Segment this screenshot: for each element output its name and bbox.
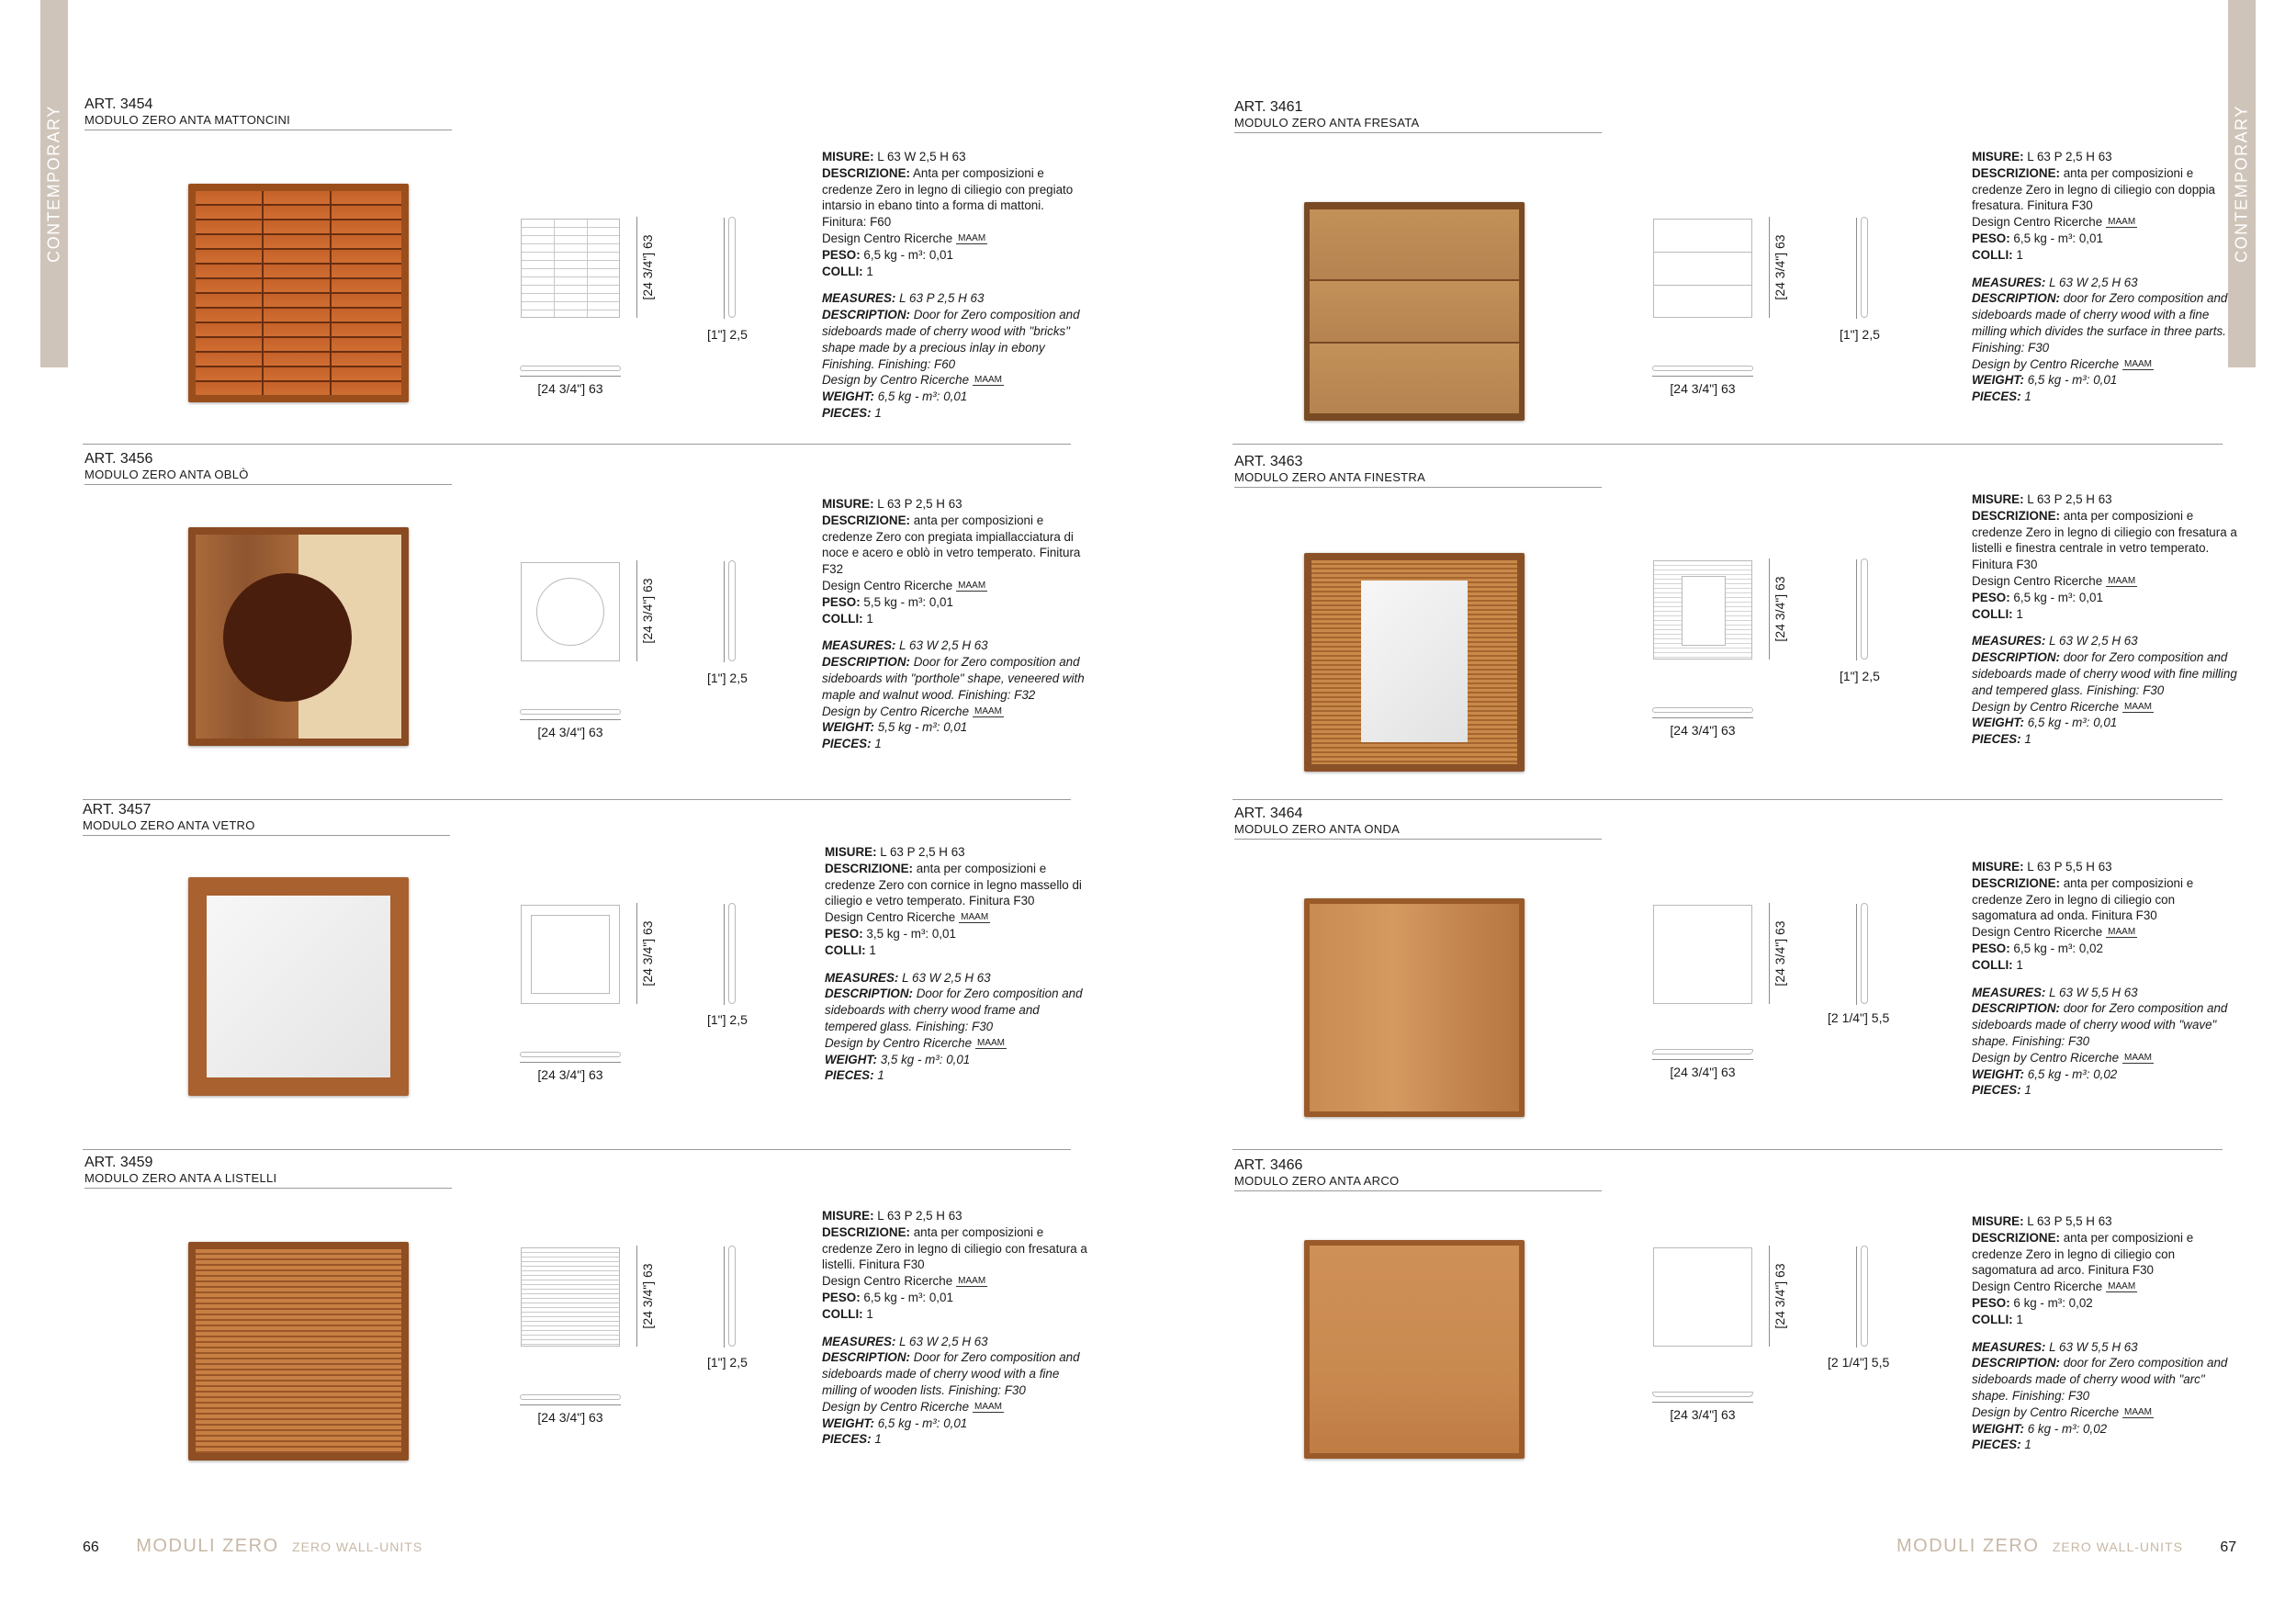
header-rule [1234,839,1602,840]
side-drawing [728,217,736,318]
article-name: MODULO ZERO ANTA OBLÒ [84,468,249,481]
product-photo-listelli [188,1242,409,1460]
height-label: [24 3/4"] 63 [640,1263,655,1329]
description-it: MISURE: L 63 P 5,5 H 63 DESCRIZIONE: anta per composizioni e credenze Zero in legno di ciliegio con sagomatura ad arco. Finitura F30 Design Centro Ricerche MAAM PESO: 6 kg - m³: 0,02 COLLI: 1 [1972,1214,2194,1326]
depth-label: [1"] 2,5 [707,1355,748,1370]
side-drawing [728,560,736,661]
section-tab-label: CONTEMPORARY [44,105,63,263]
row-divider [83,1149,1071,1150]
article-description [1972,859,2238,1099]
product-photo-vetro [188,877,409,1096]
footer-right [1896,1536,2236,1557]
maam-logo: MAAM [958,1276,986,1287]
section-tab-left [40,0,68,367]
article-name: MODULO ZERO ANTA FINESTRA [1234,470,1426,484]
width-dimension [1652,1049,1753,1079]
product-photo-arco [1304,1240,1525,1459]
maam-logo: MAAM [2124,701,2153,712]
description-it: MISURE: L 63 P 2,5 H 63 DESCRIZIONE: anta per composizioni e credenze Zero in legno di ciliegio con fresatura a listelli e finestra centrale in vetro temperato. Finitura F30 Design Centro Ricerche MAAM PESO: 6,5 kg - m³: 0,01 COLLI: 1 [1972,492,2237,621]
width-dimension [1652,366,1753,396]
height-dimension [1769,558,1789,660]
article-name: MODULO ZERO ANTA ONDA [1234,822,1401,836]
article-name: MODULO ZERO ANTA ARCO [1234,1174,1400,1188]
header-rule [1234,487,1602,488]
header-rule [84,1188,452,1189]
height-dimension [636,1246,657,1347]
height-label: [24 3/4"] 63 [1773,576,1787,642]
row-divider [1232,444,2223,445]
maam-logo: MAAM [961,912,989,923]
height-label: [24 3/4"] 63 [640,578,655,644]
height-label: [24 3/4"] 63 [640,234,655,300]
article-code: ART. 3463 [1234,454,1303,469]
maam-logo: MAAM [2108,927,2136,938]
row-divider [1232,799,2223,800]
product-photo-onda [1304,898,1525,1117]
width-label: [24 3/4"] 63 [1670,1065,1736,1079]
height-dimension [1769,1246,1789,1347]
page-number: 67 [2220,1539,2237,1555]
article-description [1972,149,2238,405]
article-description [825,844,1091,1084]
height-dimension [636,217,657,318]
width-label: [24 3/4"] 63 [537,1067,603,1082]
description-it: MISURE: L 63 W 2,5 H 63 DESCRIZIONE: Anta per composizioni e credenze Zero in legno di ciliegio con pregiato intarsio in ebano tinto a forma di mattoni. Finitura: F60 Design Centro Ricerche MAAM PESO: 6,5 kg - m³: 0,01 COLLI: 1 [822,150,1074,278]
article-name: MODULO ZERO ANTA MATTONCINI [84,113,291,127]
article-description [822,149,1088,422]
height-label: [24 3/4"] 63 [1773,1263,1787,1329]
section-tab-label: CONTEMPORARY [2232,105,2251,263]
article-code: ART. 3454 [84,96,153,112]
header-rule [1234,132,1602,133]
maam-logo: MAAM [974,705,1003,716]
row-divider [83,444,1071,445]
article-code: ART. 3464 [1234,806,1303,821]
side-drawing [1861,903,1868,1004]
article-description [1972,1213,2238,1453]
page-number: 66 [83,1539,99,1555]
product-photo-finestra [1304,553,1525,772]
maam-logo: MAAM [2108,217,2136,228]
width-label: [24 3/4"] 63 [1670,1407,1736,1422]
width-label: [24 3/4"] 63 [537,381,603,396]
description-en: MEASURES: L 63 P 2,5 H 63 DESCRIPTION: Door for Zero composition and sideboards made of cherry wood with "bricks" shape made by a precious inlay in ebony Finishing. Finishing: F60 Design by Centro Ricerche MAAM WEIGHT: 6,5 kg - m³: 0,01 PIECES: 1 [822,291,1080,420]
description-it: MISURE: L 63 P 5,5 H 63 DESCRIZIONE: anta per composizioni e credenze Zero in legno di ciliegio con sagomatura ad onda. Finitura F30 Design Centro Ricerche MAAM PESO: 6,5 kg - m³: 0,02 COLLI: 1 [1972,860,2194,972]
article-name: MODULO ZERO ANTA A LISTELLI [84,1171,277,1185]
row-divider [1232,1149,2223,1150]
description-it: MISURE: L 63 P 2,5 H 63 DESCRIZIONE: anta per composizioni e credenze Zero in legno di ciliegio con fresatura a listelli. Finitura F30 Design Centro Ricerche MAAM PESO: 6,5 kg - m³: 0,01 COLLI: 1 [822,1209,1087,1321]
description-en: MEASURES: L 63 W 5,5 H 63 DESCRIPTION: door for Zero composition and sideboards made of cherry wood with "wave" shape. Finishing: F30 Design by Centro Ricerche MAAM WEIGHT: 6,5 kg - m³: 0,02 PIECES: 1 [1972,985,2228,1098]
maam-logo: MAAM [2124,1052,2153,1063]
front-drawing [521,905,620,1004]
article-description [822,496,1088,752]
description-en: MEASURES: L 63 W 2,5 H 63 DESCRIPTION: Door for Zero composition and sideboards made of cherry wood with a fine milling of wooden lists. Finishing: F30 Design by Centro Ricerche MAAM WEIGHT: 6,5 kg - m³: 0,01 PIECES: 1 [822,1334,1080,1447]
brand-title: MODULI ZERO [136,1536,279,1556]
article-header [1234,453,1602,488]
depth-label: [1"] 2,5 [1840,669,1880,683]
product-photo-mattoncini [188,184,409,402]
width-label: [24 3/4"] 63 [537,1410,603,1425]
height-label: [24 3/4"] 63 [1773,920,1787,987]
article-header [84,1154,452,1189]
maam-logo: MAAM [977,1037,1006,1048]
footer-left [83,1536,422,1557]
width-label: [24 3/4"] 63 [1670,723,1736,738]
side-drawing [728,1246,736,1347]
depth-label: [2 1/4"] 5,5 [1828,1355,1890,1370]
description-it: MISURE: L 63 P 2,5 H 63 DESCRIZIONE: anta per composizioni e credenze Zero con cornice in legno massello di ciliegio e vetro temperato. Finitura F30 Design Centro Ricerche MAAM PESO: 3,5 kg - m³: 0,01 COLLI: 1 [825,845,1082,957]
depth-label: [1"] 2,5 [1840,327,1880,342]
description-en: MEASURES: L 63 W 5,5 H 63 DESCRIPTION: door for Zero composition and sideboards made of cherry wood with "arc" shape. Finishing: F30 Design by Centro Ricerche MAAM WEIGHT: 6 kg - m³: 0,02 PIECES: 1 [1972,1339,2228,1452]
brand-title: MODULI ZERO [1896,1536,2040,1556]
width-dimension [1652,707,1753,738]
width-dimension [520,1052,621,1082]
header-rule [83,835,450,836]
maam-logo: MAAM [2124,1406,2153,1417]
article-header [1234,1156,1602,1191]
header-rule [84,484,452,485]
height-dimension [1769,903,1789,1004]
article-header [1234,805,1602,840]
maam-logo: MAAM [958,232,986,243]
description-en: MEASURES: L 63 W 2,5 H 63 DESCRIPTION: Door for Zero composition and sideboards with cherry wood frame and tempered glass. Finishing: F30 Design by Centro Ricerche MAAM WEIGHT: 3,5 kg - m³: 0,01 PIECES: 1 [825,970,1083,1083]
depth-label: [1"] 2,5 [707,1012,748,1027]
width-dimension [1652,1392,1753,1422]
article-code: ART. 3461 [1234,99,1303,115]
article-code: ART. 3456 [84,451,153,467]
article-name: MODULO ZERO ANTA VETRO [83,818,255,832]
maam-logo: MAAM [2108,575,2136,586]
side-drawing [1861,1246,1868,1347]
article-header [83,801,450,836]
description-en: MEASURES: L 63 W 2,5 H 63 DESCRIPTION: door for Zero composition and sideboards made of cherry wood with a fine milling which divides the surface in three parts. Finishing: F30 Design by Centro Ricerche MAAM WEIGHT: 6,5 kg - m³: 0,01 PIECES: 1 [1972,275,2228,404]
article-name: MODULO ZERO ANTA FRESATA [1234,116,1420,130]
description-it: MISURE: L 63 P 2,5 H 63 DESCRIZIONE: anta per composizioni e credenze Zero con pregiata impiallacciatura di noce e acero e oblò in vetro temperato. Finitura F32 Design Centro Ricerche MAAM PESO: 5,5 kg - m³: 0,01 COLLI: 1 [822,497,1081,626]
header-rule [1234,1190,1602,1191]
front-drawing [521,1247,620,1347]
row-divider [83,799,1071,800]
front-drawing [521,219,620,318]
article-header [84,96,452,130]
width-label: [24 3/4"] 63 [1670,381,1736,396]
height-dimension [636,903,657,1004]
height-dimension [1769,217,1789,318]
front-drawing [1653,560,1752,660]
front-drawing [1653,219,1752,318]
maam-logo: MAAM [2108,1281,2136,1292]
side-drawing [728,903,736,1004]
width-dimension [520,709,621,739]
article-code: ART. 3466 [1234,1157,1303,1173]
depth-label: [1"] 2,5 [707,327,748,342]
width-dimension [520,366,621,396]
side-drawing [1861,217,1868,318]
product-photo-fresata [1304,202,1525,421]
front-drawing [521,562,620,661]
maam-logo: MAAM [974,1401,1003,1412]
front-drawing [1653,1247,1752,1347]
brand-subtitle: ZERO WALL-UNITS [292,1539,423,1554]
height-dimension [636,560,657,661]
product-photo-oblo [188,527,409,746]
width-label: [24 3/4"] 63 [537,725,603,739]
description-en: MEASURES: L 63 W 2,5 H 63 DESCRIPTION: Door for Zero composition and sideboards with "porthole" shape, veneered with maple and walnut wood. Finishing: F32 Design by Centro Ricerche MAAM WEIGHT: 5,5 kg - m³: 0,01 PIECES: 1 [822,638,1085,751]
article-header [84,450,452,485]
width-dimension [520,1394,621,1425]
depth-label: [1"] 2,5 [707,671,748,685]
article-header [1234,98,1602,133]
article-description [822,1208,1088,1448]
maam-logo: MAAM [2124,358,2153,369]
side-drawing [1861,558,1868,660]
front-drawing [1653,905,1752,1004]
description-en: MEASURES: L 63 W 2,5 H 63 DESCRIPTION: door for Zero composition and sideboards made of cherry wood with fine milling and tempered glass. Finishing: F30 Design by Centro Ricerche MAAM WEIGHT: 6,5 kg - m³: 0,01 PIECES: 1 [1972,634,2237,747]
article-code: ART. 3457 [83,802,152,818]
brand-subtitle: ZERO WALL-UNITS [2052,1539,2183,1554]
height-label: [24 3/4"] 63 [640,920,655,987]
maam-logo: MAAM [974,375,1003,386]
depth-label: [2 1/4"] 5,5 [1828,1010,1890,1025]
description-it: MISURE: L 63 P 2,5 H 63 DESCRIZIONE: anta per composizioni e credenze Zero in legno di ciliegio con doppia fresatura. Finitura F30 Design Centro Ricerche MAAM PESO: 6,5 kg - m³: 0,01 COLLI: 1 [1972,150,2216,262]
article-description [1972,491,2238,748]
height-label: [24 3/4"] 63 [1773,234,1787,300]
article-code: ART. 3459 [84,1155,153,1170]
maam-logo: MAAM [958,580,986,591]
